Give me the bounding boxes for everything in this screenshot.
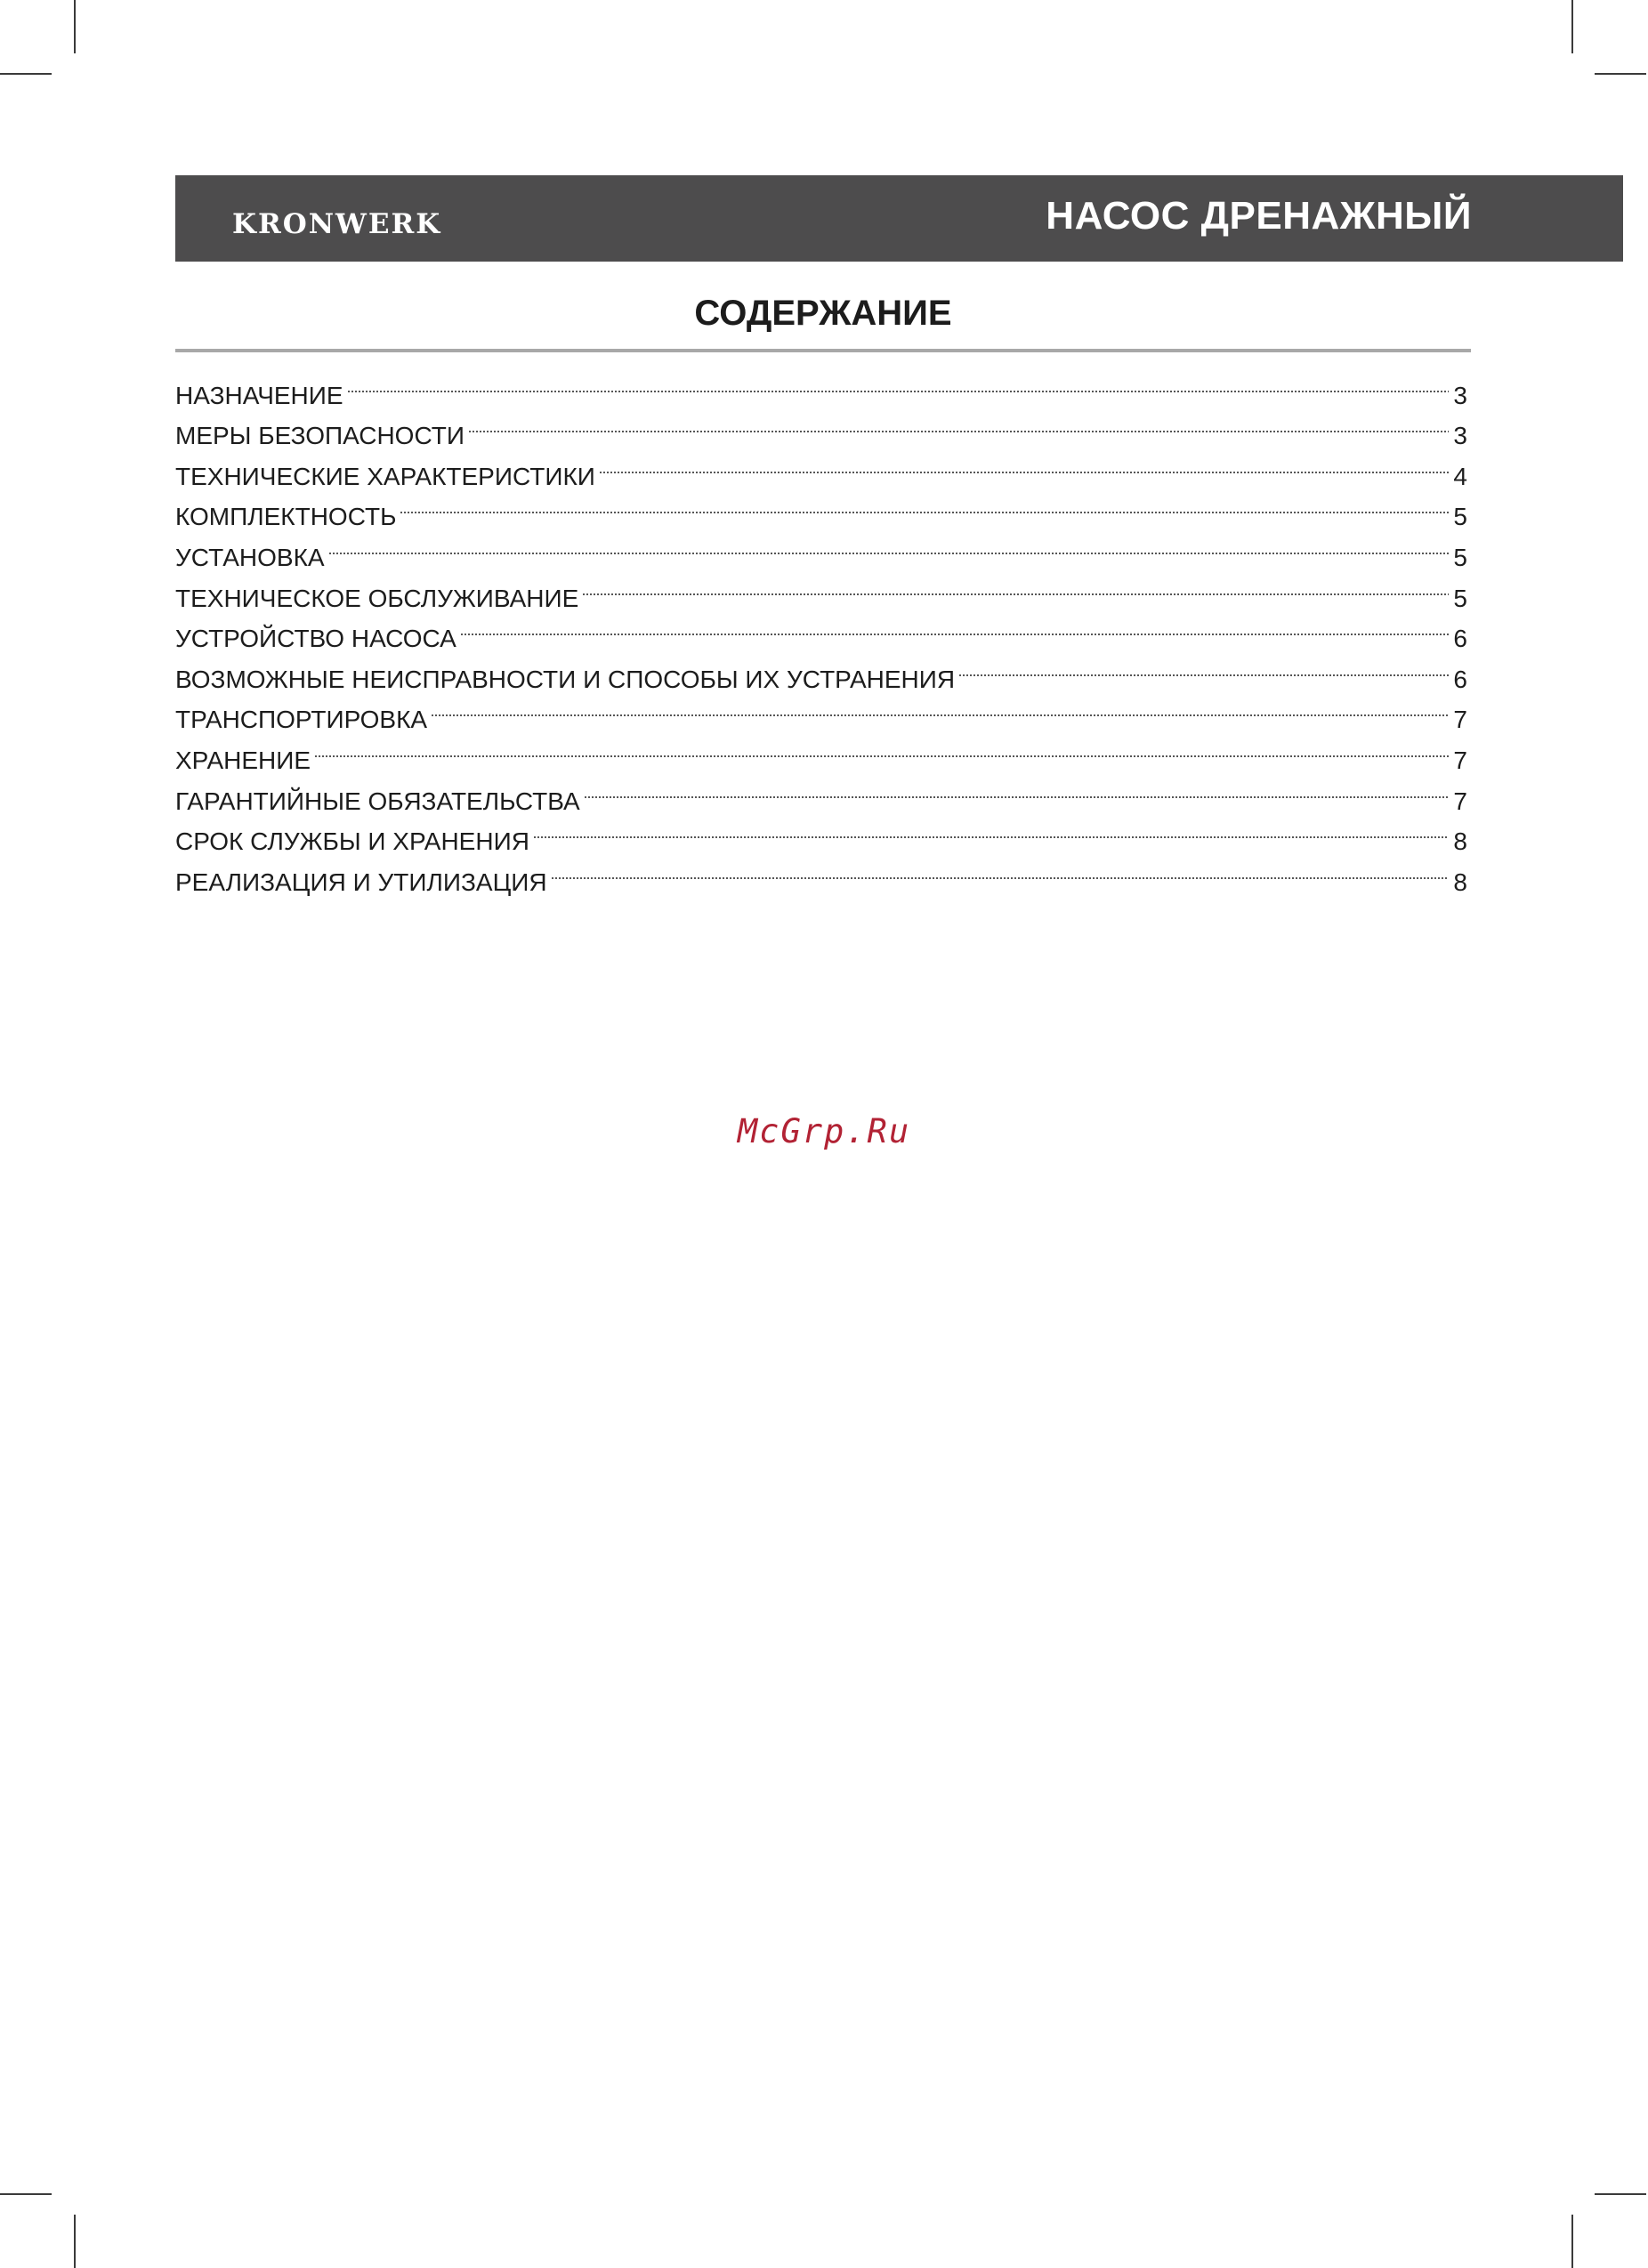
toc-dot-leader: [599, 444, 1450, 485]
toc-item-label: ТЕХНИЧЕСКОЕ ОБСЛУЖИВАНИЕ: [175, 584, 579, 612]
toc-item-page: 5: [1453, 543, 1467, 571]
toc-item-label: РЕАЛИЗАЦИЯ И УТИЛИЗАЦИЯ: [175, 868, 547, 896]
toc-item-label: УСТАНОВКА: [175, 543, 325, 571]
toc-dot-leader: [584, 769, 1451, 810]
toc-item-page: 6: [1453, 665, 1467, 693]
toc-item-page: 4: [1453, 462, 1467, 490]
crop-mark: [1571, 2215, 1573, 2268]
toc-item-page: 5: [1453, 584, 1467, 612]
header-band: [175, 175, 1623, 262]
toc-dot-leader: [328, 525, 1451, 566]
toc-item-label: ХРАНЕНИЕ: [175, 746, 311, 774]
toc-row[interactable]: [175, 769, 1467, 815]
toc-item-page: 3: [1453, 381, 1467, 409]
toc-item-label: КОМПЛЕКТНОСТЬ: [175, 503, 397, 531]
toc-item-label: ГАРАНТИЙНЫЕ ОБЯЗАТЕЛЬСТВА: [175, 787, 580, 815]
toc-item-page: 3: [1453, 422, 1467, 450]
toc-dot-leader: [431, 688, 1450, 729]
toc-item-page: 5: [1453, 503, 1467, 531]
toc-item-label: СРОК СЛУЖБЫ И ХРАНЕНИЯ: [175, 827, 529, 856]
toc-dot-leader: [533, 810, 1451, 851]
crop-mark: [1595, 2193, 1646, 2195]
watermark: McGrp.Ru: [737, 1112, 911, 1150]
toc-row[interactable]: [175, 404, 1467, 450]
brand-logo: [232, 205, 441, 240]
toc-item-page: 6: [1453, 625, 1467, 653]
toc-item-page: 8: [1453, 868, 1467, 896]
toc-dot-leader: [468, 404, 1450, 445]
crop-mark: [1571, 0, 1573, 53]
toc-item-label: ВОЗМОЖНЫЕ НЕИСПРАВНОСТИ И СПОСОБЫ ИХ УСТРАНЕНИЯ: [175, 665, 956, 693]
toc-item-label: ТРАНСПОРТИРОВКА: [175, 706, 428, 734]
toc-dot-leader: [582, 566, 1450, 607]
toc-row[interactable]: [175, 566, 1467, 612]
brand-logo-text: KRONWERK: [232, 208, 442, 240]
toc-row[interactable]: [175, 525, 1467, 571]
toc-dot-leader: [551, 850, 1451, 891]
crop-mark: [74, 0, 76, 53]
toc-item-page: 8: [1453, 827, 1467, 856]
toc-item-label: УСТРОЙСТВО НАСОСА: [175, 625, 456, 653]
toc-item-page: 7: [1453, 787, 1467, 815]
crop-mark: [74, 2215, 76, 2268]
toc-row[interactable]: [175, 363, 1467, 409]
toc-dot-leader: [314, 728, 1450, 769]
toc-dot-leader: [347, 363, 1451, 404]
crop-mark: [0, 73, 52, 75]
toc-dot-leader: [958, 647, 1450, 688]
crop-mark: [1595, 73, 1646, 75]
toc-row[interactable]: [175, 728, 1467, 774]
crop-mark: [0, 2193, 52, 2195]
toc-dot-leader: [400, 485, 1450, 526]
toc-item-label: ТЕХНИЧЕСКИЕ ХАРАКТЕРИСТИКИ: [175, 462, 595, 490]
toc-list: [175, 363, 1467, 896]
toc-dot-leader: [460, 607, 1451, 648]
toc-heading: СОДЕРЖАНИЕ: [694, 294, 952, 333]
toc-divider: [175, 349, 1471, 352]
toc-item-label: МЕРЫ БЕЗОПАСНОСТИ: [175, 422, 465, 450]
toc-item-page: 7: [1453, 746, 1467, 774]
toc-item-label: НАЗНАЧЕНИЕ: [175, 381, 343, 409]
product-title: НАСОС ДРЕНАЖНЫЙ: [1046, 194, 1472, 238]
toc-item-page: 7: [1453, 706, 1467, 734]
